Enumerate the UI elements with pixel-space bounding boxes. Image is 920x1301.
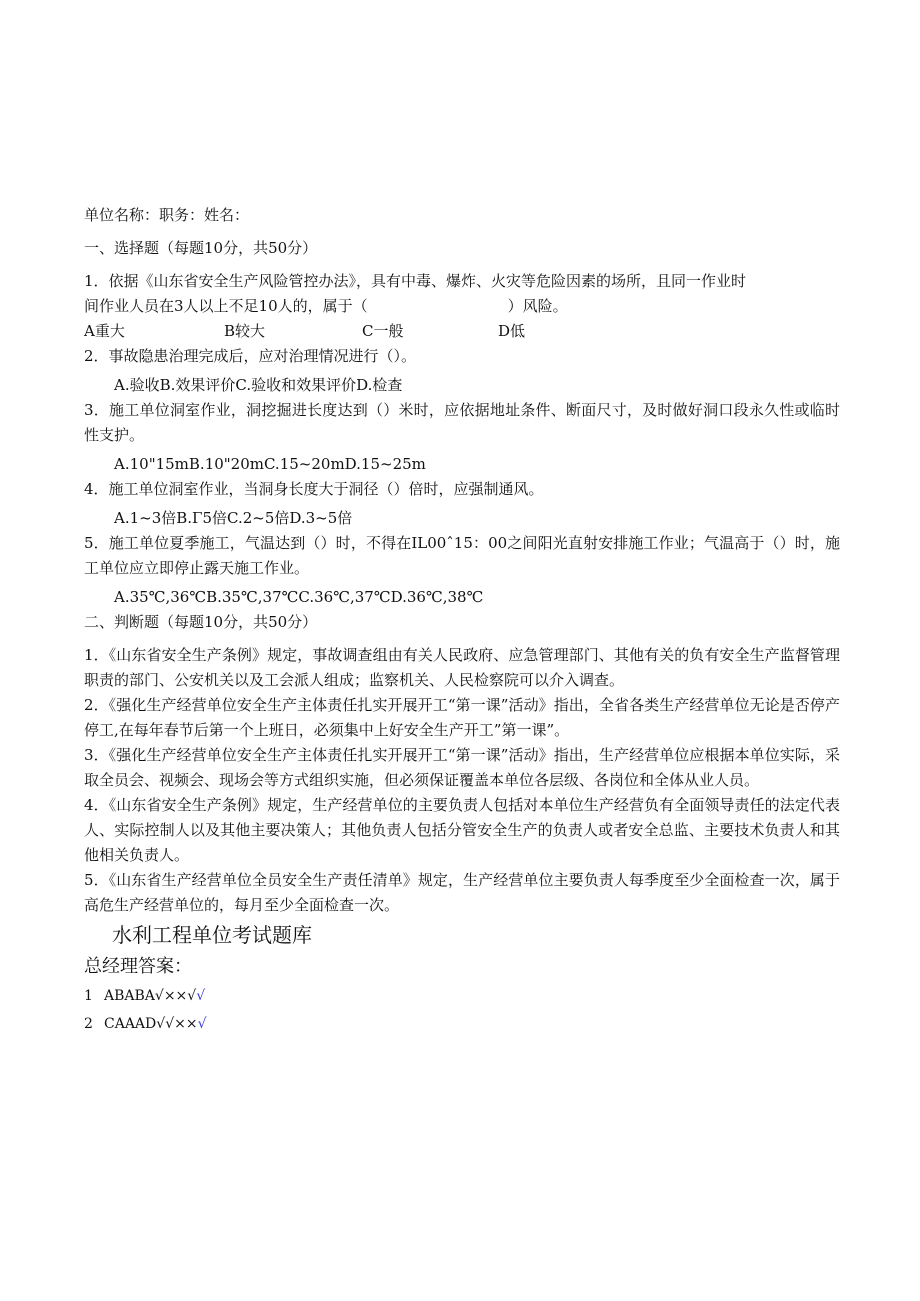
question-2-text: 2．事故隐患治理完成后，应对治理情况进行（）。 xyxy=(84,347,417,365)
answer-row-number: 2 xyxy=(84,1016,93,1032)
judgement-item: 1．《山东省安全生产条例》规定，事故调查组由有关人民政府、应急管理部门、其他有关的负有安全生产监督管理职责的部门、公安机关以及工会派人组成；监察机关、人民检察院可以介入调查。 xyxy=(84,646,840,689)
question-1 xyxy=(84,269,840,344)
document-title: 水利工程单位考试题库 xyxy=(112,923,312,947)
section1-heading: 一、选择题（每题10分，共50分） xyxy=(84,239,318,257)
answer-list xyxy=(84,982,840,1038)
question-4-text: 4．施工单位洞室作业，当洞身长度大于洞径（）倍时，应强制通风。 xyxy=(84,480,544,498)
question-1-line2 xyxy=(84,294,840,319)
answer-row-number: 1 xyxy=(84,988,93,1004)
judgement-item: 4．《山东省安全生产条例》规定，生产经营单位的主要负责人包括对本单位生产经营负有全面领导责任的法定代表人、实际控制人以及其他主要决策人；其他负责人包括分管安全生产的负责人或者安全总监、主要技术负责人和其他相关负责人。 xyxy=(84,796,840,864)
exam-page xyxy=(84,203,840,1038)
option-c: C一般 xyxy=(362,322,404,340)
question-3 xyxy=(84,398,840,477)
answer-row xyxy=(84,1010,840,1038)
option-a: A重大 xyxy=(84,322,125,340)
question-2 xyxy=(84,344,840,398)
section2-heading: 二、判断题（每题10分，共50分） xyxy=(84,613,318,631)
option-b: B较大 xyxy=(224,322,266,340)
question-1-line2-end: ）风险。 xyxy=(507,297,568,315)
question-1-line1: 1．依据《山东省安全生产风险管控办法》，具有中毒、爆炸、火灾等危险因素的场所，且同一作业时 xyxy=(84,272,747,290)
judgement-item: 5．《山东省生产经营单位全员安全生产责任清单》规定，生产经营单位主要负责人每季度至少全面检查一次，属于高危生产经营单位的，每月至少全面检查一次。 xyxy=(84,871,840,914)
answer-row-text: ABABA√××√ xyxy=(104,988,197,1004)
question-3-options: A.10"15mB.10"20mC.15~20mD.15~25m xyxy=(114,455,426,473)
option-d: D低 xyxy=(498,322,526,340)
judgement-item: 3．《强化生产经营单位安全生产主体责任扎实开展开工“第一课”活动》指出，生产经营单位应根据本单位实际，采取全员会、视频会、现场会等方式组织实施，但必须保证覆盖本单位各层级、各岗位和全体从业人员。 xyxy=(84,746,840,789)
answers-heading: 总经理答案： xyxy=(84,956,192,977)
question-2-options: A.验收B.效果评价C.验收和效果评价D.检查 xyxy=(114,376,403,394)
answer-row-text: CAAAD√√×× xyxy=(104,1016,198,1032)
question-5 xyxy=(84,531,840,610)
answer-row-tail: √ xyxy=(196,988,206,1004)
info-line: 单位名称：职务：姓名： xyxy=(84,206,250,224)
answer-row-tail: √ xyxy=(197,1016,207,1032)
question-1-options xyxy=(84,319,840,344)
question-5-options: A.35℃,36℃B.35℃,37℃C.36℃,37℃D.36℃,38℃ xyxy=(114,588,484,606)
answer-row xyxy=(84,982,840,1010)
question-1-line2-start: 间作业人员在3人以上不足10人的，属于（ xyxy=(84,297,368,315)
question-4-options: A.1~3倍B.Γ5倍C.2~5倍D.3~5倍 xyxy=(114,509,353,527)
question-3-text: 3．施工单位洞室作业，洞挖掘进长度达到（）米时，应依据地址条件、断面尺寸，及时做好洞口段永久性或临时性支护。 xyxy=(84,401,840,444)
judgement-list xyxy=(84,643,840,918)
judgement-item: 2．《强化生产经营单位安全生产主体责任扎实开展开工“第一课”活动》指出，全省各类生产经营单位无论是否停产停工,在每年春节后第一个上班日，必须集中上好安全生产开工”第一课”。 xyxy=(84,696,840,739)
question-5-text: 5．施工单位夏季施工，气温达到（）时，不得在IL00ˆ15：00之间阳光直射安排施工作业；气温高于（）时，施工单位应立即停止露天施工作业。 xyxy=(84,534,840,577)
question-4 xyxy=(84,477,840,531)
